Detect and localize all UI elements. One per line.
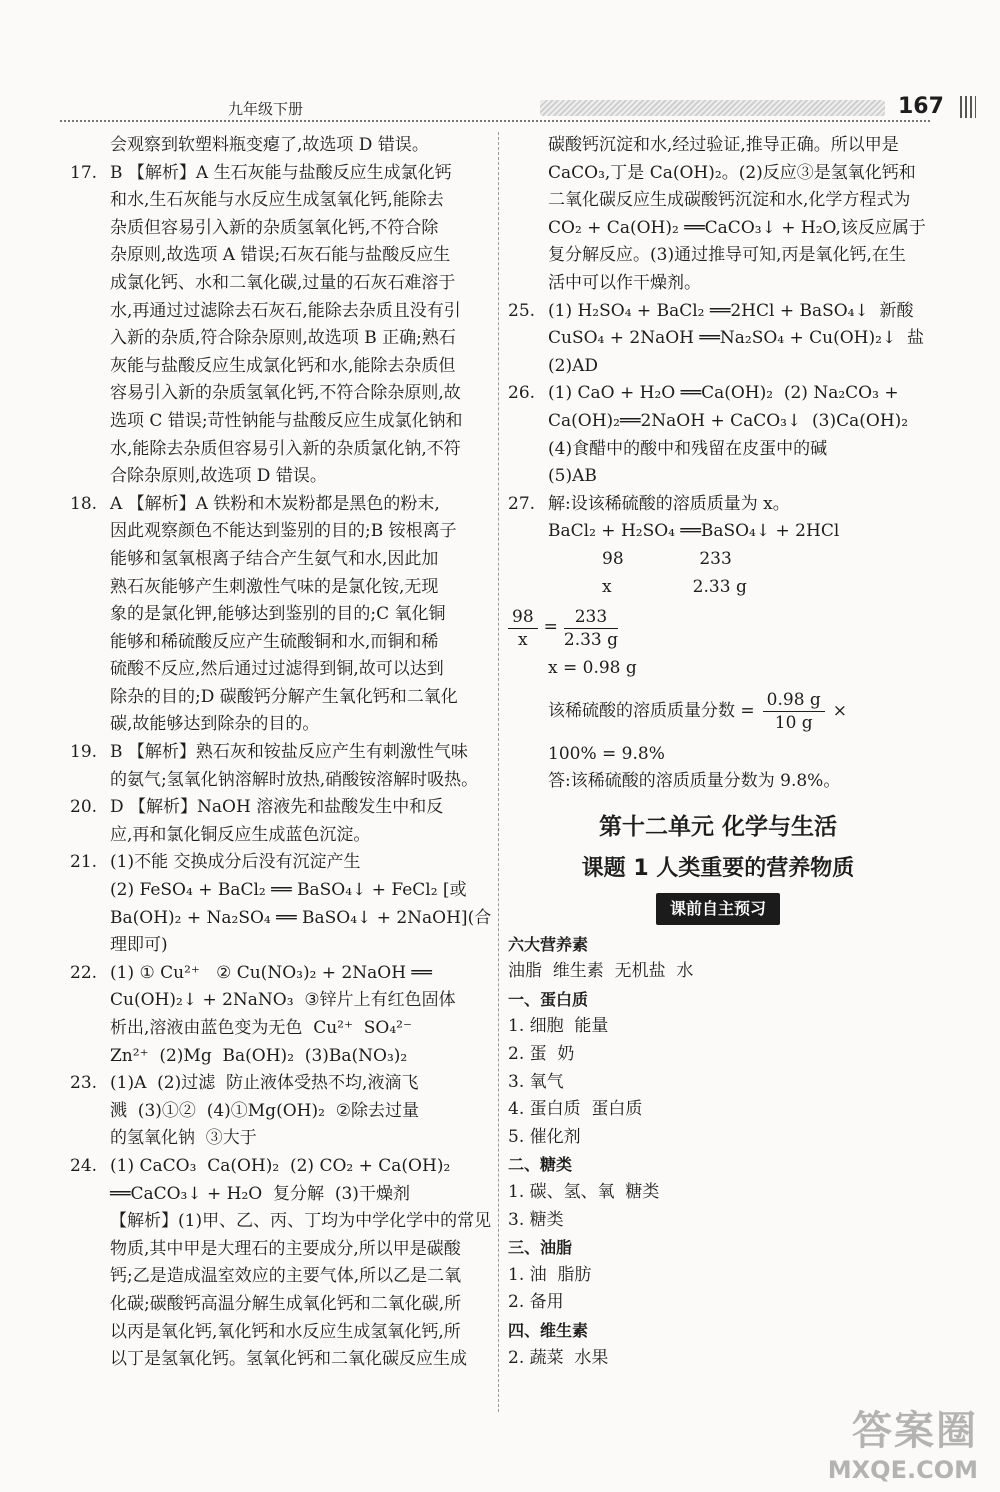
- answer-line: [70, 629, 490, 657]
- answer-text: (2)AD: [548, 355, 598, 376]
- preview-answer: 4. 蛋白质 蛋白质: [508, 1099, 643, 1120]
- answer-text: 选项 C 错误;苛性钠能与盐酸反应生成氯化钠和: [110, 410, 463, 431]
- answer-text: 化碳;碳酸钙高温分解生成氧化钙和二氧化碳,所: [110, 1293, 462, 1314]
- answer-line: [70, 1043, 490, 1071]
- answer-text: 的氢氧化钠 ③大于: [110, 1128, 257, 1149]
- answer-line: [70, 1015, 490, 1043]
- answer-text: BaCl₂ + H₂SO₄ ══BaSO₄↓ + 2HCl: [548, 521, 840, 542]
- answer-line: [70, 436, 490, 464]
- answer-text: 活中可以作干燥剂。: [548, 272, 701, 293]
- right-column: [508, 132, 928, 1372]
- answer-list-continued: [508, 132, 928, 601]
- answer-text: (1) CaCO₃ Ca(OH)₂ (2) CO₂ + Ca(OH)₂: [110, 1155, 451, 1176]
- answer-text: 水,再通过过滤除去石灰石,能除去杂质且没有引: [110, 300, 461, 321]
- answer-line: [70, 1291, 490, 1319]
- answer-line: [70, 739, 490, 767]
- answer-text: D 【解析】NaOH 溶液先和盐酸发生中和反: [110, 797, 444, 818]
- answer-line: [70, 132, 490, 160]
- question-number: 20.: [70, 797, 98, 818]
- answer-text: ══CaCO₃↓ + H₂O 复分解 (3)干燥剂: [110, 1183, 410, 1204]
- answer-line: [70, 767, 490, 795]
- x-value: x = 0.98 g: [548, 658, 637, 679]
- answer-text: 复分解反应。(3)通过推导可知,丙是氧化钙,在生: [548, 245, 906, 266]
- unit-title: 第十二单元 化学与生活: [598, 813, 837, 840]
- answer-text: 应,再和氯化铜反应生成蓝色沉淀。: [110, 824, 371, 845]
- ratio-right: [564, 606, 618, 651]
- answer-line: [70, 1125, 490, 1153]
- answer-line: [70, 932, 490, 960]
- preview-section-heading: 六大营养素: [508, 934, 589, 954]
- watermark-logo: 答案圈: [852, 1408, 978, 1454]
- preview-answer: 1. 碳、氢、氧 糖类: [508, 1182, 660, 1202]
- answer-line: [70, 187, 490, 215]
- answer-text: 物质,其中甲是大理石的主要成分,所以甲是碳酸: [110, 1238, 461, 1259]
- ratio-left-denominator: x: [518, 629, 528, 650]
- answer-text: 除杂的目的;D 碳酸钙分解产生氧化钙和二氧化: [110, 686, 458, 707]
- preview-answer: 2. 蛋 奶: [508, 1044, 575, 1065]
- page-number-decoration: [960, 96, 976, 118]
- answer-text: B 【解析】熟石灰和铵盐反应产生有刺激性气味: [110, 742, 468, 763]
- answer-text: (1) ① Cu²⁺ ② Cu(NO₃)₂ + 2NaOH ══: [110, 962, 432, 983]
- answer-line: [508, 518, 928, 546]
- answer-line: [70, 298, 490, 326]
- question-number: 17.: [70, 162, 98, 183]
- answer-text: B 【解析】A 生石灰能与盐酸反应生成氯化钙: [110, 162, 452, 183]
- answer-text: Ba(OH)₂ + Na₂SO₄ ══ BaSO₄↓ + 2NaOH](合: [110, 907, 492, 928]
- answer-line: [508, 491, 928, 519]
- ratio-right-denominator: 2.33 g: [563, 629, 619, 650]
- answer-line: [508, 215, 928, 243]
- answer-line: [70, 1153, 490, 1181]
- answer-text: CO₂ + Ca(OH)₂ ══CaCO₃↓ + H₂O,该反应属于: [548, 217, 926, 238]
- preview-answer: 3. 氧气: [508, 1071, 564, 1092]
- answer-line: [70, 1181, 490, 1209]
- preview-answer: 1. 细胞 能量: [508, 1016, 609, 1037]
- answer-text: A 【解析】A 铁粉和木炭粉都是黑色的粉末,: [110, 493, 440, 514]
- answer-line: [70, 1208, 490, 1236]
- answer-line: [70, 1319, 490, 1347]
- answer-line: [70, 463, 490, 491]
- answer-text: 水,能除去杂质但容易引入新的杂质氯化钠,不符: [110, 438, 461, 459]
- preview-section-heading: 一、蛋白质: [508, 989, 589, 1009]
- answer-line: [508, 160, 928, 188]
- preview-section-heading: 二、糖类: [508, 1155, 573, 1175]
- answer-text: x 2.33 g: [548, 576, 747, 597]
- answer-line: [70, 518, 490, 546]
- ratio-left-numerator: 98: [508, 606, 538, 629]
- fraction-multiply: ×: [832, 700, 848, 721]
- ratio-right-numerator: 233: [564, 606, 618, 629]
- ratio-equation: [508, 601, 928, 655]
- answer-line: [508, 463, 928, 491]
- preview-answer: 3. 糖类: [508, 1209, 564, 1230]
- answer-line: [70, 574, 490, 602]
- preview-section-heading: 四、维生素: [508, 1320, 589, 1340]
- mass-fraction: [763, 689, 825, 734]
- answer-text: 容易引入新的杂质氢氧化钙,不符合除杂原则,故: [110, 383, 461, 404]
- answer-line: [70, 160, 490, 188]
- answer-line: [70, 325, 490, 353]
- answer-line: [508, 353, 928, 381]
- answer-text: 解:设该稀硫酸的溶质质量为 x。: [548, 493, 790, 514]
- answer-text: 理即可): [110, 935, 168, 956]
- answer-line: [70, 1346, 490, 1374]
- answer-text: 熟石灰能够产生刺激性气味的是氯化铵,无现: [110, 576, 439, 597]
- question-number: 23.: [70, 1073, 98, 1094]
- answer-text: (1) H₂SO₄ + BaCl₂ ══2HCl + BaSO₄↓ 新酸: [548, 300, 914, 321]
- page-header: [60, 94, 944, 126]
- answer-line: [70, 215, 490, 243]
- preview-answer: 2. 蔬菜 水果: [508, 1347, 609, 1368]
- answer-line: [70, 877, 490, 905]
- fraction-prefix: 该稀硫酸的溶质质量分数 =: [548, 700, 755, 721]
- answer-line: [70, 270, 490, 298]
- preview-answer: 2. 备用: [508, 1292, 564, 1313]
- answer-line: [70, 1070, 490, 1098]
- watermark: [828, 1399, 978, 1484]
- answer-line: [508, 574, 928, 602]
- answer-text: 析出,溶液由蓝色变为无色 Cu²⁺ SO₄²⁻: [110, 1018, 412, 1038]
- answer-text: (2) FeSO₄ + BaCl₂ ══ BaSO₄↓ + FeCl₂ [或: [110, 880, 467, 901]
- answer-line: [70, 546, 490, 574]
- answer-text: 入新的杂质,符合除杂原则,故选项 B 正确;熟石: [110, 328, 456, 349]
- answer-line: [508, 546, 928, 574]
- preview-section-heading: 三、油脂: [508, 1238, 573, 1258]
- fraction-numerator: 0.98 g: [763, 689, 825, 712]
- answer-line: [70, 491, 490, 519]
- answer-line: [70, 711, 490, 739]
- page-number: 167: [898, 94, 944, 119]
- question-number: 24.: [70, 1155, 98, 1176]
- question-number: 21.: [70, 852, 98, 873]
- answer-text: Zn²⁺ (2)Mg Ba(OH)₂ (3)Ba(NO₃)₂: [110, 1045, 408, 1066]
- answer-text: 硫酸不反应,然后通过过滤得到铜,故可以达到: [110, 659, 444, 680]
- answer-text: 溅 (3)①② (4)①Mg(OH)₂ ②除去过量: [110, 1100, 419, 1121]
- answer-line: [508, 242, 928, 270]
- answer-text: Ca(OH)₂══2NaOH + CaCO₃↓ (3)Ca(OH)₂: [548, 410, 909, 431]
- answer-text: 成氯化钙、水和二氧化碳,过量的石灰石难溶于: [110, 272, 456, 293]
- lesson-title: 课题 1 人类重要的营养物质: [581, 856, 855, 882]
- answer-text: 灰能与盐酸反应生成氯化钙和水,能除去杂质但: [110, 355, 456, 376]
- answer-line: [508, 325, 928, 353]
- fraction-equation: [508, 683, 928, 741]
- fraction-result: 100% = 9.8%: [548, 743, 665, 764]
- fraction-denominator: 10 g: [774, 713, 813, 734]
- answer-line: [70, 408, 490, 436]
- answer-text: (5)AB: [548, 466, 597, 487]
- answer-text: 的氨气;氢氧化钠溶解时放热,硝酸铵溶解时吸热。: [110, 769, 479, 790]
- answer-line: [70, 242, 490, 270]
- answer-text: 杂质但容易引入新的杂质氢氧化钙,不符合除: [110, 217, 439, 238]
- answer-text: 象的是氯化钾,能够达到鉴别的目的;C 氧化铜: [110, 604, 446, 625]
- answer-text: (4)食醋中的酸中和残留在皮蛋中的碱: [548, 438, 828, 459]
- answer-text: (1) CaO + H₂O ══Ca(OH)₂ (2) Na₂CO₃ +: [548, 383, 899, 404]
- preview-answer: 5. 催化剂: [508, 1126, 581, 1147]
- answer-text: 能够和氢氧根离子结合产生氨气和水,因此加: [110, 548, 439, 569]
- ratio-equals: =: [543, 617, 558, 638]
- answer-text: 杂原则,故选项 A 错误;石灰石能与盐酸反应生: [110, 245, 451, 266]
- answer-line: [70, 601, 490, 629]
- answer-text: 【解析】(1)甲、乙、丙、丁均为中学化学中的常见: [110, 1211, 492, 1232]
- left-column: [70, 132, 490, 1374]
- answer-line: [508, 132, 928, 160]
- answer-line: [508, 298, 928, 326]
- answer-line: [70, 1098, 490, 1126]
- answer-line: [70, 1236, 490, 1264]
- answer-text: (1)A (2)过滤 防止液体受热不均,液滴飞: [110, 1073, 419, 1094]
- answer-text: 碳,故能够达到除杂的目的。: [110, 714, 320, 735]
- answer-line: [70, 905, 490, 933]
- question-number: 22.: [70, 962, 98, 983]
- answer-text: (1)不能 交换成分后没有沉淀产生: [110, 852, 361, 873]
- preview-list: [508, 931, 928, 1373]
- answer-text: 二氧化碳反应生成碳酸钙沉淀和水,化学方程式为: [548, 190, 911, 211]
- header-rule: [60, 120, 930, 122]
- book-title: 九年级下册: [228, 100, 304, 118]
- question-number: 19.: [70, 742, 98, 763]
- header-decoration-bar: [540, 100, 885, 116]
- question-number: 18.: [70, 493, 98, 514]
- question-number: 25.: [508, 300, 536, 321]
- answer-line: [508, 380, 928, 408]
- column-divider: [498, 132, 499, 1412]
- answer-text: 会观察到软塑料瓶变瘪了,故选项 D 错误。: [110, 135, 429, 155]
- answer-line: [70, 849, 490, 877]
- preview-answer: 油脂 维生素 无机盐 水: [508, 961, 694, 982]
- answer-line: [70, 684, 490, 712]
- answer-line: [70, 1263, 490, 1291]
- answer-line: [70, 822, 490, 850]
- watermark-url: MXQE.COM: [827, 1456, 978, 1484]
- answer-text: CaCO₃,丁是 Ca(OH)₂。(2)反应③是氢氧化钙和: [548, 162, 916, 183]
- answer-text: 合除杂原则,故选项 D 错误。: [110, 466, 327, 487]
- answer-line: [508, 187, 928, 215]
- answer-text: 以丙是氧化钙,氧化钙和水反应生成氢氧化钙,所: [110, 1321, 461, 1342]
- answer-line: [70, 656, 490, 684]
- answer-line: [508, 408, 928, 436]
- answer-text: 钙;乙是造成温室效应的主要气体,所以乙是二氧: [110, 1266, 462, 1287]
- answer-line: [70, 353, 490, 381]
- answer-text: 能够和稀硫酸反应产生硫酸铜和水,而铜和稀: [110, 631, 439, 652]
- answer-text: 98 233: [548, 548, 732, 569]
- ratio-left: [508, 606, 538, 651]
- answer-text: Cu(OH)₂↓ + 2NaNO₃ ③锌片上有红色固体: [110, 990, 456, 1011]
- answer-text: 因此观察颜色不能达到鉴别的目的;B 铵根离子: [110, 521, 457, 542]
- answer-line: [508, 270, 928, 298]
- answer-text: 以丁是氢氧化钙。氢氧化钙和二氧化碳反应生成: [110, 1349, 467, 1370]
- preview-banner: 课前自主预习: [656, 893, 780, 925]
- question-number: 26.: [508, 383, 536, 404]
- answer-line: [70, 960, 490, 988]
- answer-text: 碳酸钙沉淀和水,经过验证,推导正确。所以甲是: [548, 135, 899, 155]
- preview-answer: 1. 油 脂肪: [508, 1264, 592, 1285]
- answer-line: [70, 380, 490, 408]
- answer-line: [70, 794, 490, 822]
- question-number: 27.: [508, 493, 536, 514]
- answer-text: 和水,生石灰能与水反应生成氢氧化钙,能除去: [110, 190, 444, 211]
- answer-line: [508, 436, 928, 464]
- final-answer: 答:该稀硫酸的溶质质量分数为 9.8%。: [548, 771, 841, 792]
- answer-line: [70, 987, 490, 1015]
- answer-text: CuSO₄ + 2NaOH ══Na₂SO₄ + Cu(OH)₂↓ 盐: [548, 328, 924, 349]
